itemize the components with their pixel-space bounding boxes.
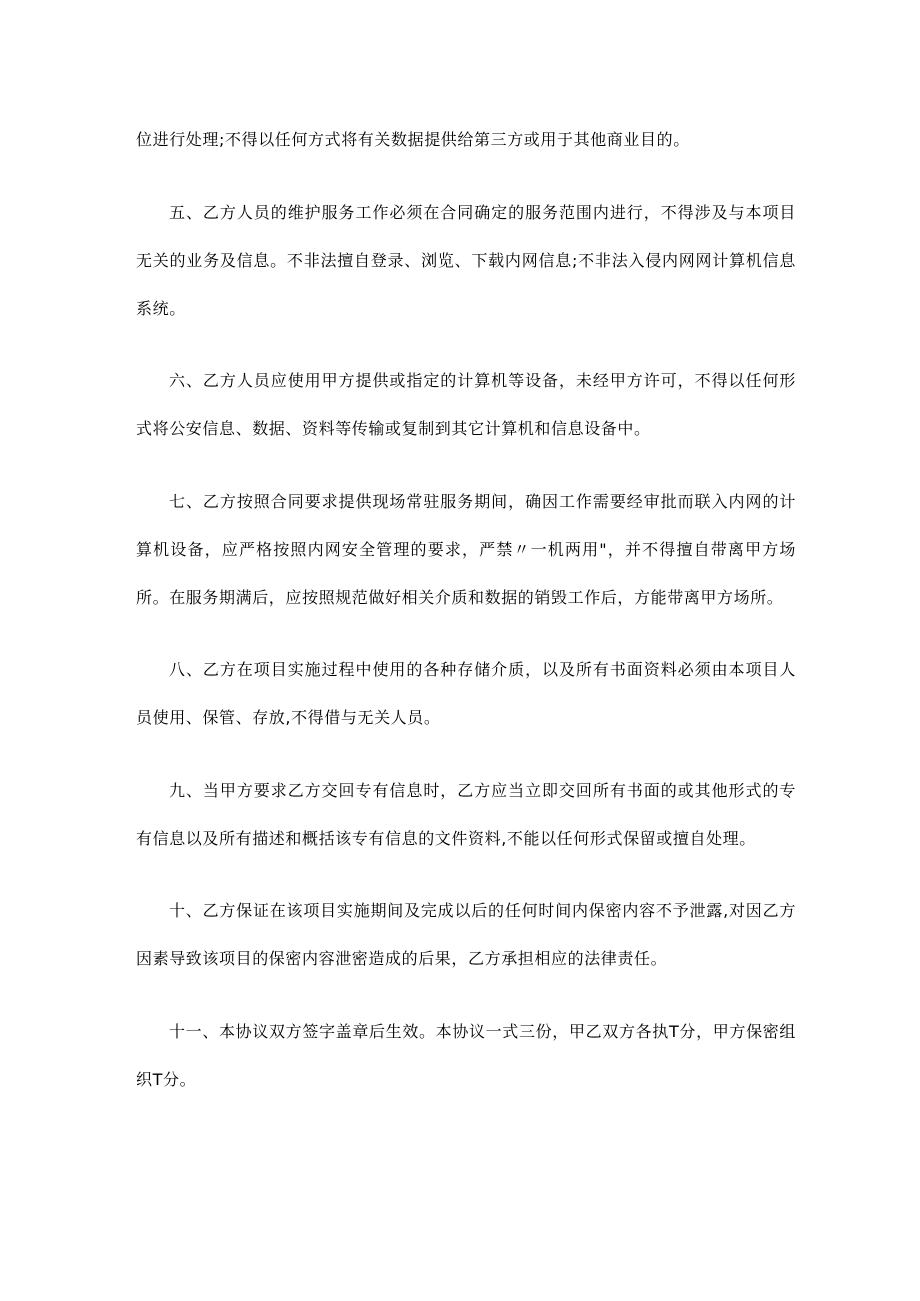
paragraph-clause-5: 五、乙方人员的维护服务工作必须在合同确定的服务范围内进行，不得涉及与本项目无关的业务及信息。不非法擅自登录、浏览、下载内网信息;不非法入侵内网网计算机信息系统。	[136, 202, 796, 318]
paragraph-clause-9: 九、当甲方要求乙方交回专有信息时，乙方应当立即交回所有书面的或其他形式的专有信息以及所有描述和概括该专有信息的文件资料,不能以任何形式保留或擅自处理。	[136, 780, 796, 848]
paragraph-clause-7: 七、乙方按照合同要求提供现场常驻服务期间，确因工作需要经审批而联入内网的计算机设备，应严格按照内网安全管理的要求，严禁〃一机两用"，并不得擅自带离甲方场所。在服务期满后，应按照规范做好相关介质和数据的销毁工作后，方能带离甲方场所。	[136, 491, 796, 607]
paragraph-clause-11: 十一、本协议双方签字盖章后生效。本协议一式三份，甲乙双方各执T分，甲方保密组织T分。	[136, 1021, 796, 1089]
paragraph-clause-8: 八、乙方在项目实施过程中使用的各种存储介质，以及所有书面资料必须由本项目人员使用、保管、存放,不得借与无关人员。	[136, 660, 796, 727]
paragraph-clause-6: 六、乙方人员应使用甲方提供或指定的计算机等设备，未经甲方许可，不得以任何形式将公安信息、数据、资料等传输或复制到其它计算机和信息设备中。	[136, 371, 796, 438]
paragraph-clause-10: 十、乙方保证在该项目实施期间及完成以后的任何时间内保密内容不予泄露,对因乙方因素导致该项目的保密内容泄密造成的后果，乙方承担相应的法律责任。	[136, 901, 796, 968]
paragraph-continuation: 位进行处理;不得以任何方式将有关数据提供给第三方或用于其他商业目的。	[136, 130, 690, 149]
document-body	[136, 116, 796, 1128]
